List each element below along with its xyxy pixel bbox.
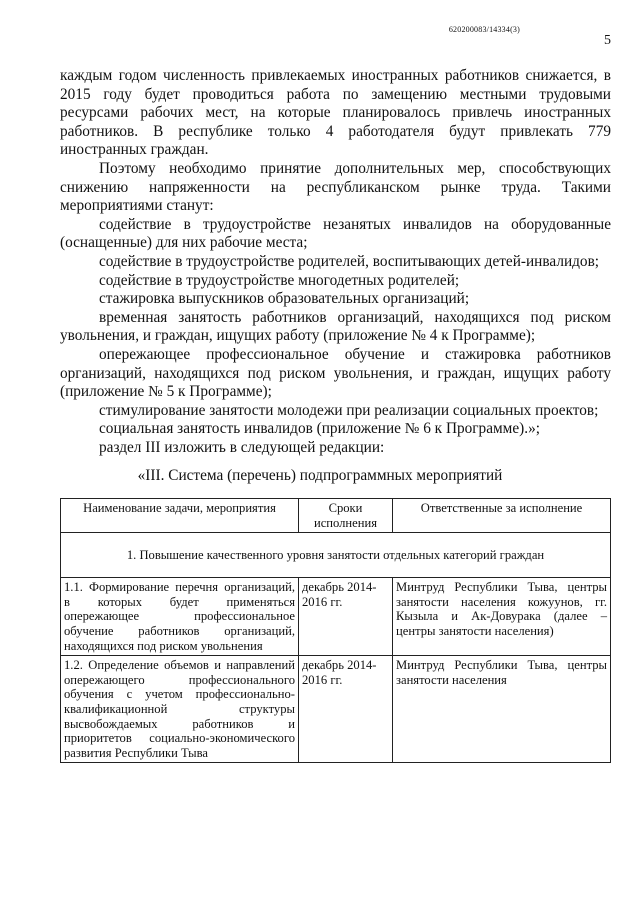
list-item: опережающее профессиональное обучение и стажировка работников организаций, находящихся под риском увольнения, и граждан, ищущих работу (приложение № 5 к Программе); (60, 345, 611, 401)
section-row-label: 1. Повышение качественного уровня занятости отдельных категорий граждан (61, 533, 611, 578)
measures-table (60, 498, 611, 763)
list-item: содействие в трудоустройстве родителей, воспитывающих детей-инвалидов; (99, 252, 600, 270)
table-section-row (61, 533, 611, 578)
paragraph: Поэтому необходимо принятие дополнительных мер, способствующих снижению напряженности на республиканском рынке труда. Такими мероприятиями станут: (60, 159, 611, 215)
list-item: стимулирование занятости молодежи при реализации социальных проектов; (99, 401, 599, 419)
table-header-row (61, 499, 611, 533)
paragraph: раздел III изложить в следующей редакции: (99, 438, 385, 456)
page-number: 5 (604, 33, 611, 48)
list-item: содействие в трудоустройстве многодетных родителей; (99, 271, 460, 289)
list-item: содействие в трудоустройстве незанятых инвалидов на оборудованные (оснащенные) для них рабочие места; (60, 215, 611, 252)
task-cell: 1.1. Формирование перечня организаций, в которых будет применяться опережающее профессиональное обучение работников организаций, находящихся под риском увольнения (61, 578, 299, 656)
responsible-cell: Минтруд Республики Тыва, центры занятости населения кожуунов, гг. Кызыла и Ак-Довурака (далее – центры занятости населения) (393, 578, 611, 656)
table-row (61, 656, 611, 763)
term-cell: декабрь 2014-2016 гг. (299, 578, 393, 656)
list-item: стажировка выпускников образовательных организаций; (99, 290, 470, 308)
list-item: социальная занятость инвалидов (приложение № 6 к Программе).»; (99, 420, 540, 438)
paragraph: каждым годом численность привлекаемых иностранных работников снижается, в 2015 году будет проводиться работа по замещению местными трудовыми ресурсами рабочих мест, на которые планировалось привлечь иностранных работников. В республике только 4 работодателя будут привлекать 779 иностранных граждан. (60, 67, 611, 159)
list-item: временная занятость работников организаций, находящихся под риском увольнения, и граждан, ищущих работу (приложение № 4 к Программе); (60, 308, 611, 345)
responsible-cell: Минтруд Республики Тыва, центры занятости населения (393, 656, 611, 763)
column-header: Ответственные за исполнение (393, 499, 611, 533)
term-cell: декабрь 2014-2016 гг. (299, 656, 393, 763)
column-header: Сроки исполнения (299, 499, 393, 533)
section-title: «III. Система (перечень) подпрограммных мероприятий (137, 467, 503, 484)
task-cell: 1.2. Определение объемов и направлений опережающего профессионального обучения с учетом профессионально-квалификационной структуры высвобождаемых работников и приоритетов социально-экономического развития Республики Тыва (61, 656, 299, 763)
column-header: Наименование задачи, мероприятия (61, 499, 299, 533)
body-text (60, 67, 611, 457)
table-row (61, 578, 611, 656)
document-id: 620200083/14334(3) (448, 25, 520, 34)
